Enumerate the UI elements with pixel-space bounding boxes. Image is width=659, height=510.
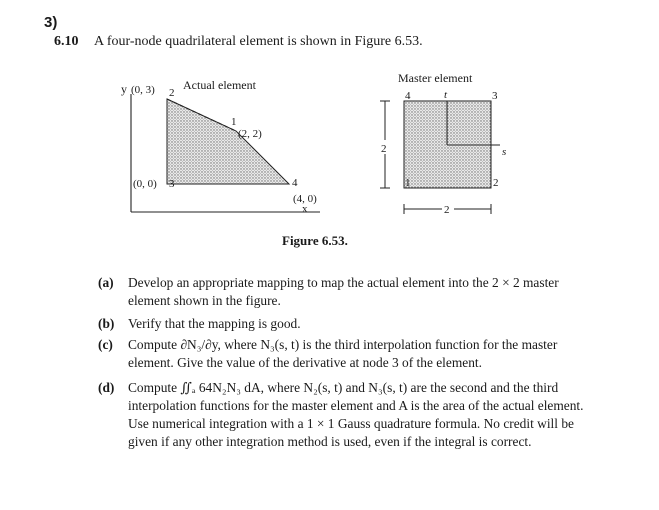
master-node2-label: 2 (493, 177, 499, 189)
actual-element-shape (167, 99, 289, 184)
master-element-title: Master element (398, 71, 473, 85)
width-dim-label: 2 (444, 204, 450, 216)
node1-label: 1 (231, 116, 237, 128)
node2-coord: (0, 3) (131, 84, 155, 96)
part-a-text: Develop an appropriate mapping to map the actual element into the 2 × 2 master element shown in the figure. (128, 275, 559, 308)
part-c (98, 336, 586, 372)
part-c-label: (c) (98, 337, 113, 352)
node4-coord: (4, 0) (293, 193, 317, 205)
master-element-diagram (379, 71, 506, 216)
part-a (98, 274, 586, 310)
actual-element-title: Actual element (183, 78, 256, 92)
part-d (98, 379, 586, 451)
figure-caption: Figure 6.53. (282, 233, 348, 248)
height-dim-label: 2 (381, 143, 387, 155)
part-b (98, 315, 586, 333)
question-number: 3) (44, 14, 58, 31)
part-a-label: (a) (98, 275, 114, 290)
part-d-text: Compute ∬ₐ 64N₂N₃ dA, where N₂(s, t) and N₃(s, t) are the second and the third interpolation functions for the master element and A is the area of the actual element. Use numerical integration with a 1 × 1 Gauss quadrature formula. No credit will be given if any other integration method is used, even if the integral is correct. (128, 380, 584, 449)
t-label: t (444, 89, 448, 101)
s-label: s (502, 146, 507, 158)
problem-number: 6.10 (54, 34, 79, 49)
part-b-label: (b) (98, 316, 115, 331)
node3-label: 3 (169, 178, 175, 190)
node3-coord: (0, 0) (133, 178, 157, 190)
part-b-text: Verify that the mapping is good. (128, 316, 301, 331)
node2-label: 2 (169, 87, 175, 99)
actual-element-diagram (121, 78, 320, 215)
master-node3-label: 3 (492, 90, 498, 102)
x-axis-label: x (302, 203, 308, 215)
master-node1-label: 1 (405, 177, 411, 189)
y-axis-label: y (121, 82, 127, 96)
master-node4-label: 4 (405, 90, 411, 102)
part-d-label: (d) (98, 380, 115, 395)
part-c-text: Compute ∂N₃/∂y, where N₃(s, t) is the third interpolation function for the master element. Give the value of the derivative at node 3 of the element. (128, 337, 558, 370)
node1-coord: (2, 2) (238, 128, 262, 140)
node4-label: 4 (292, 177, 298, 189)
problem-title: A four-node quadrilateral element is shown in Figure 6.53. (94, 34, 423, 49)
